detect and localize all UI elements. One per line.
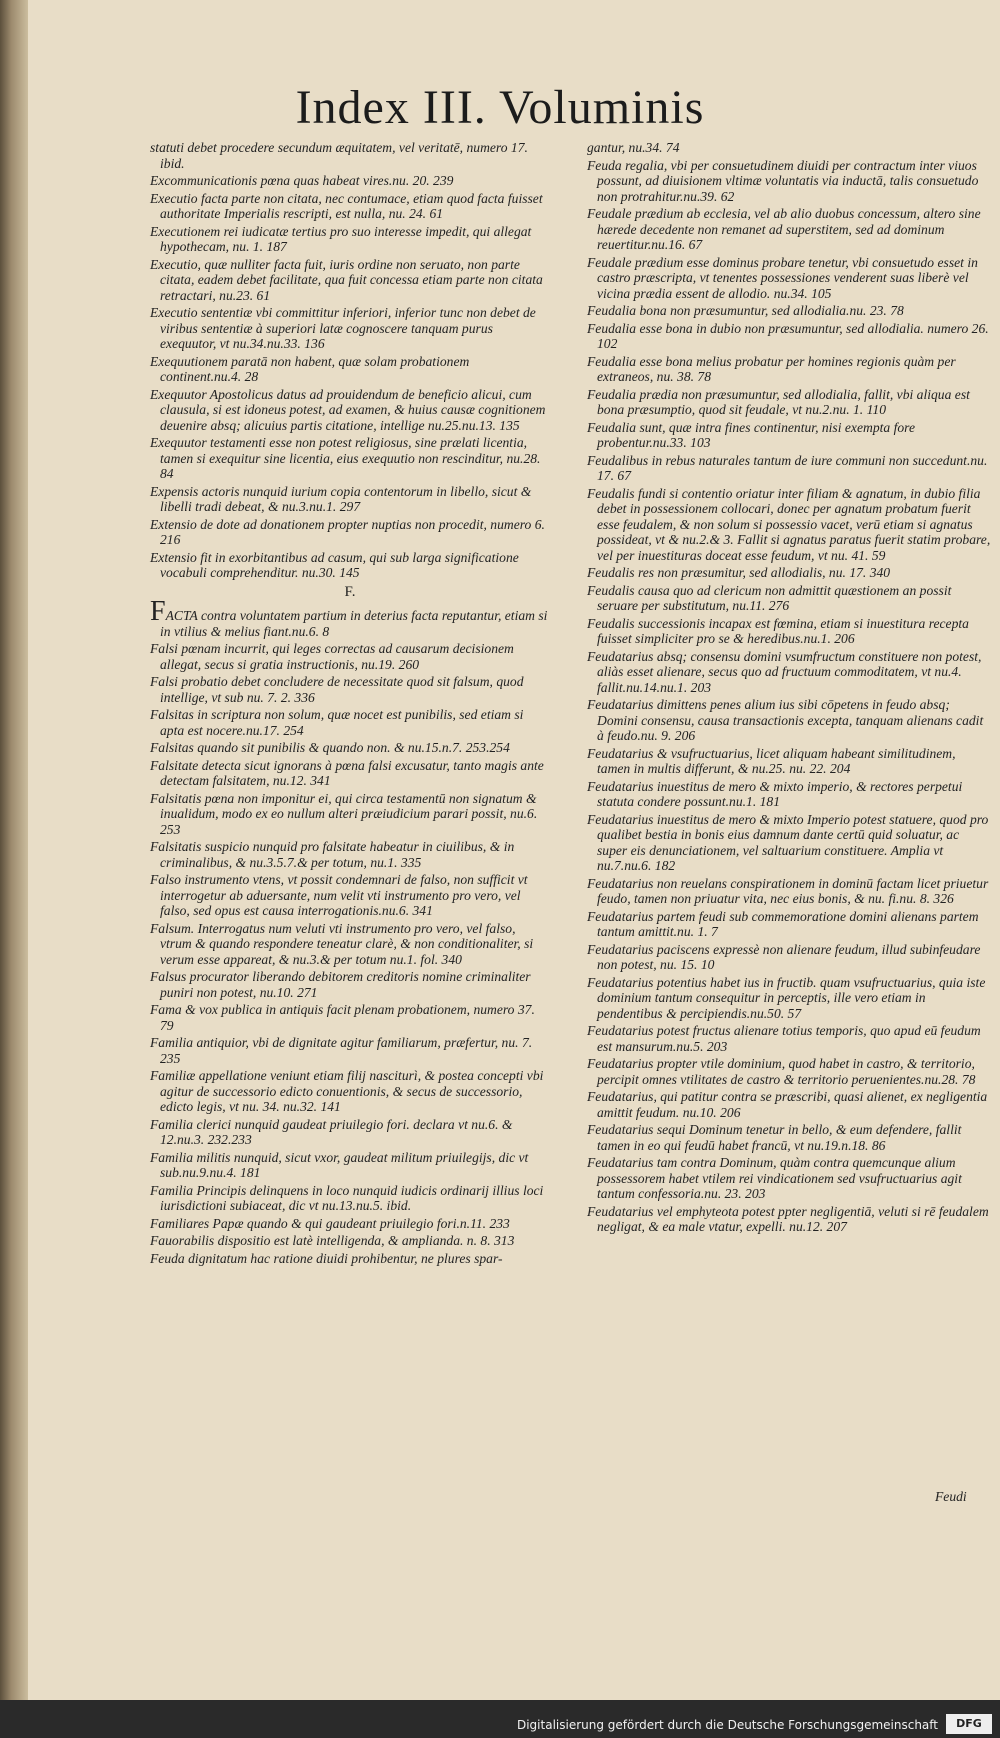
index-entry: Feudatarius dimittens penes alium ius sibi cōpetens in feudo absq; Domini consensu, causa transactionis excepta, tanquam alienans cadit à feudo.nu. 9. 206 (587, 697, 984, 743)
index-entry: gantur, nu.34. 74 (587, 140, 680, 155)
index-entry: Feudatarius inuestitus de mero & mixto imperio, & rectores perpetui statuta condere possunt.nu.1. 181 (587, 778, 963, 809)
index-entry: Falsitatis suspicio nunquid pro falsitate habeatur in ciuilibus, & in criminalibus, & nu.3.5.7.& per totum, nu.1. 335 (150, 839, 515, 870)
index-entry: Familia antiquior, vbi de dignitate agitur familiarum, præfertur, nu. 7. 235 (150, 1035, 533, 1066)
index-entry: Familia clerici nunquid gaudeat priuilegio fori. declara vt nu.6. & 12.nu.3. 232.233 (150, 1116, 513, 1147)
index-entry: Feudatarius & vsufructuarius, licet aliquam habeant similitudinem, tamen in multis differunt, & nu.25. nu. 22. 204 (587, 745, 956, 776)
index-entry: Feuda regalia, vbi per consuetudinem diuidi per contractum inter viuos possunt, ad diuisionem vltimæ voluntatis via inductā, talis consuetudo non protrahitur.nu.39. 62 (587, 157, 979, 204)
index-entry: Falsus procurator liberando debitorem creditoris nomine criminaliter puniri non potest, nu.10. 271 (150, 969, 531, 1000)
index-entry: Feudalis causa quo ad clericum non admittit quæstionem an possit seruare per substitutum, nu.11. 276 (587, 582, 952, 613)
index-entry: Feudalia bona non præsumuntur, sed allodialia.nu. 23. 78 (587, 303, 904, 318)
index-entry: Familia militis nunquid, sicut vxor, gaudeat militum priuilegijs, dic vt sub.nu.9.nu.4. 181 (150, 1149, 529, 1180)
index-entry: Feudatarius potentius habet ius in fructib. quam vsufructuarius, quia iste dominium tantum consequitur in perceptis, ille vero etiam in pendentibus & percipiendis.nu.50. 57 (587, 974, 986, 1021)
index-entry: Feudatarius sequi Dominum tenetur in bello, & eum defendere, fallit tamen in eo qui feudū habet francū, vt nu.19.n.18. 86 (587, 1122, 962, 1153)
index-entry: Falsum. Interrogatus num veluti vti instrumento pro vero, vel falso, vtrum & quando respondere teneatur clarè, & non conditionaliter, si verum esse appareat, & nu.3.& per totum nu.1. fol. 340 (150, 920, 534, 967)
index-entry: Executio, quæ nulliter facta fuit, iuris ordine non seruato, non parte citata, eadem debet facilitate, qua fuit concessa etiam parte non citata retractari, nu.23. 61 (150, 256, 543, 303)
index-entry: Executionem rei iudicatæ tertius pro suo interesse impedit, qui allegat hypothecam, nu. 1. 187 (150, 223, 532, 254)
index-entry: Executio sententiæ vbi committitur inferiori, inferior tunc non debet de viribus sententiæ à superiori latæ cognoscere tanquam purus exequutor, vt nu.34.nu.33. 136 (150, 305, 536, 351)
index-entry: Feudatarius absq; consensu domini vsumfructum constituere non potest, aliàs esset alienare, secus quo ad fructuum commoditatem, vt nu.4. fallit.nu.14.nu.1. 203 (587, 648, 982, 695)
index-entry: Falsitas quando sit punibilis & quando non. & nu.15.n.7. 253.254 (150, 740, 510, 755)
index-entry: Exequutionem paratā non habent, quæ solam probationem continent.nu.4. 28 (150, 353, 470, 384)
index-entry: Feudatarius vel emphyteota potest ppter negligentiā, veluti si rē feudalem negligat, & ea male vtatur, expelli. nu.12. 207 (587, 1203, 989, 1234)
index-entry: Falsitate detecta sicut ignorans à pœna falsi excusatur, tanto magis ante detectam falsitatem, nu.12. 341 (150, 757, 544, 788)
index-entry: Exequutor testamenti esse non potest religiosus, sine prælati licentia, tamen si exequitur sine licentia, eius exequutio non rescinditur, nu.28. 84 (150, 435, 541, 481)
index-entry: Feudatarius paciscens expressè non alienare feudum, illud subinfeudare non potest, nu. 15. 10 (587, 941, 981, 972)
index-entry: Falsi probatio debet concludere de necessitate quod sit falsum, quod intellige, vt sub nu. 7. 2. 336 (150, 674, 524, 705)
index-entry: Falsitatis pœna non imponitur ei, qui circa testamentū non signatum & inualidum, modo ex eo nullum alteri præiudicium parari possit, nu.6. 253 (150, 790, 538, 837)
index-entry: Exequutor Apostolicus datus ad prouidendum de beneficio alicui, cum clausula, si est idoneus potest, ad examen, & huius causæ cognitionem deuenire absq; alicuius partis citatione, intellige nu.25.nu.13. 135 (150, 386, 546, 433)
index-entry: Extensio fit in exorbitantibus ad casum, qui sub larga significatione vocabuli comprehenditur. nu.30. 145 (150, 549, 519, 580)
index-entry: Feudale prædium ab ecclesia, vel ab alio duobus concessum, altero sine hærede decedente non remanet ad superstitem, sed ad dominum reuertitur.nu.16. 67 (587, 206, 981, 252)
index-entry: Feudatarius tam contra Dominum, quàm contra quemcunque alium possessorem habet vtilem rei vindicationem sed vsufructuarius agit tantum confessoria.nu. 23. 203 (587, 1155, 962, 1201)
index-entry: Extensio de dote ad donationem propter nuptias non procedit, numero 6. 216 (150, 516, 545, 547)
index-entry: Feudalia sunt, quæ intra fines continentur, nisi exempta fore probentur.nu.33. 103 (587, 419, 915, 450)
index-column-right (587, 140, 992, 1237)
index-entry: statuti debet procedere secundum æquitatem, vel veritatē, numero 17. ibid. (150, 140, 528, 171)
index-entry: Falsi pœnam incurrit, qui leges correctas ad causarum decisionem allegat, secus si gratia instructionis, nu.19. 260 (150, 641, 514, 672)
footer-credit: Digitalisierung gefördert durch die Deutsche Forschungsgemeinschaft (516, 1718, 938, 1732)
index-entry: Feudatarius partem feudi sub commemoratione domini alienans partem tantum amittit.nu. 1. 7 (587, 908, 979, 939)
index-entry: Familiares Papæ quando & qui gaudeant priuilegio fori.n.11. 233 (150, 1215, 510, 1231)
dfg-logo: DFG (946, 1714, 992, 1734)
index-entry: Fama & vox publica in antiquis facit plenam probationem, numero 37. 79 (150, 1002, 535, 1033)
index-entry: Familia Principis delinquens in loco nunquid iudicis ordinarij illius loci iurisdictioni subiaceat, dic vt nu.13.nu.5. ibid. (150, 1182, 544, 1213)
index-entry: Feudale prædium esse dominus probare tenetur, vbi consuetudo esset in castro præscripta, vt tenentes possessiones venderent suas liberè vel vicina prædia essent de allodio. nu.34. 105 (587, 254, 978, 301)
index-entry: Executio facta parte non citata, nec contumace, etiam quod facta fuisset authoritate Imperialis rescripti, est nulla, nu. 24. 61 (150, 190, 543, 221)
index-entry: Feudalia prædia non præsumuntur, sed allodialia, fallit, vbi aliqua est bona præsumptio, quod sit feudale, vt nu.2.nu. 1. 110 (587, 386, 970, 417)
index-entry: Feudatarius propter vtile dominium, quod habet in castro, & territorio, percipit omnes vtilitates de castro & territorio peruenientes.nu.28. 78 (587, 1056, 976, 1087)
index-entry: Falsitas in scriptura non solum, quæ nocet est punibilis, sed etiam si apta est nocere.nu.17. 254 (150, 707, 524, 738)
index-entry: Feudatarius non reuelans conspirationem in dominū factam licet priuetur feudo, tamen non priuatur vita, nec eius bonis, & nu. fi.nu. 8. 326 (587, 875, 989, 906)
index-entry: Feudatarius, qui patitur contra se præscribi, quasi alienet, ex negligentia amittit feudum. nu.10. 206 (587, 1089, 988, 1120)
index-entry: FACTA contra voluntatem partium in deterius facta reputantur, etiam si in vtilius & melius fiant.nu.6. 8 (150, 596, 548, 639)
page-header: Index III. Voluminis (295, 81, 705, 134)
index-entry: Feudalia esse bona melius probatur per homines regionis quàm per extraneos, nu. 38. 78 (587, 353, 956, 384)
index-entry: F. (344, 583, 356, 600)
index-column-left (150, 140, 550, 1268)
index-entry: Feudatarius inuestitus de mero & mixto Imperio potest statuere, quod pro qualibet bestia in bonis eius damnum dante certū quid soluatur, ac super eis denunciationem, vel saltuarium constituere. Amplia vt nu.7.nu.6. 182 (587, 811, 989, 873)
index-entry: Feudalis fundi si contentio oriatur inter filiam & agnatum, in dubio filia debet in possessionem collocari, donec per agnatum probatum fuerit esse feudalem, & non solum si possessio vacet, verū etiam si agnatus possideat, vt & nu.2.& 3. Fallit si agnatus paratus fuerit statim probare, vel per inuestituras doceat esse feudum, vt nu. 41. 59 (587, 485, 991, 563)
index-entry: Feuda dignitatum hac ratione diuidi prohibentur, ne plures spar- (150, 1250, 503, 1266)
index-entry: Feudatarius potest fructus alienare totius temporis, quo apud eū feudum est mansurum.nu.5. 203 (587, 1023, 981, 1054)
index-entry: Feudalibus in rebus naturales tantum de iure communi non succedunt.nu. 17. 67 (587, 452, 988, 483)
index-entry: Feudalis res non præsumitur, sed allodialis, nu. 17. 340 (587, 565, 891, 580)
index-entry: Expensis actoris nunquid iurium copia contentorum in libello, sicut & libelli tradi debeat, & nu.3.nu.1. 297 (150, 483, 532, 514)
index-entry: Fauorabilis dispositio est latè intelligenda, & amplianda. n. 8. 313 (150, 1233, 515, 1248)
index-entry: Feudalia esse bona in dubio non præsumuntur, sed allodialia. numero 26. 102 (587, 320, 989, 351)
index-entry: Feudalis successionis incapax est fœmina, etiam si inuestitura recepta fuisset simpliciter pro se & heredibus.nu.1. 206 (587, 615, 969, 646)
page-edge (0, 0, 28, 1700)
index-entry: Familiæ appellatione veniunt etiam filij nasciturì, & postea concepti vbi agitur de successorio edicto conuentionis, & secus de successorio, edicto legis, vt nu. 34. nu.32. 141 (150, 1068, 544, 1114)
catchword: Feudi (935, 1489, 967, 1504)
index-entry: Excommunicationis pœna quas habeat vires.nu. 20. 239 (150, 173, 454, 188)
index-entry: Falso instrumento vtens, vt possit condemnari de falso, non sufficit vt interrogetur ab aduersante, num velit vti instrumento pro vero, vel falso, sed opus est causa interrogationis.nu.6. 341 (150, 872, 528, 918)
